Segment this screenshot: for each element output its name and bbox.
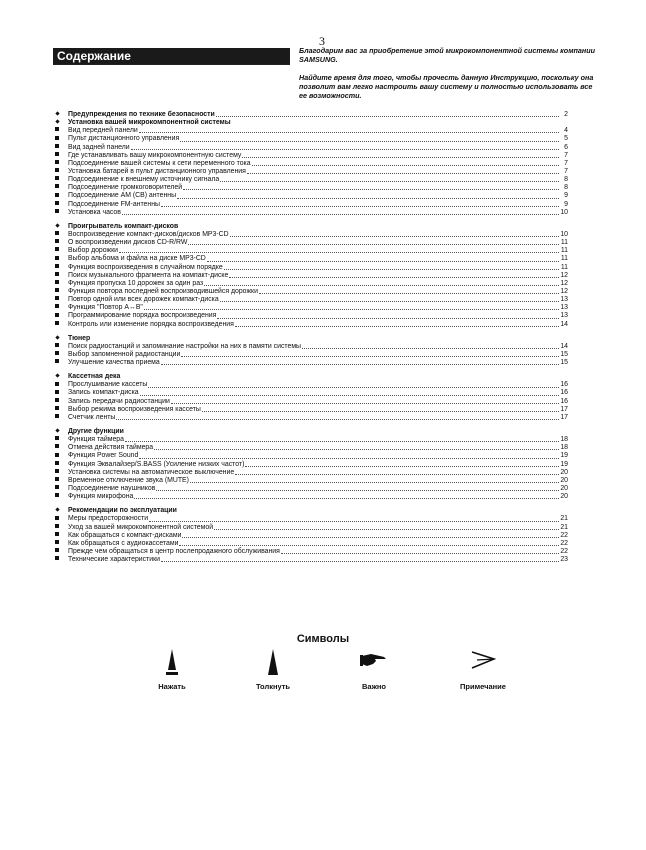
toc-entry [54,239,568,247]
toc-section [54,111,568,217]
toc-entry-label: Предупреждения по технике безопасности [68,110,215,118]
intro-paragraph-2: Найдите время для того, чтобы прочесть данную Инструкцию, поскольку она позволит вам легко настроить вашу систему и полностью использовать все ее возможности. [299,73,594,100]
leader-dots [125,440,559,442]
toc-page-number: 11 [560,239,568,247]
toc-entry [54,452,568,460]
diamond-bullet-icon [54,335,68,343]
toc-entry [54,390,568,398]
toc-page-number: 20 [560,485,568,493]
square-bullet-icon [54,469,68,477]
toc-page-number: 22 [560,531,568,539]
toc-entry [54,264,568,272]
square-bullet-icon [54,184,68,192]
symbol-push [233,648,313,691]
toc-page-number: 21 [560,523,568,531]
toc-entry [54,515,568,523]
toc-page-number: 11 [560,255,568,263]
toc-page-number: 13 [560,312,568,320]
press-icon [162,648,182,676]
toc-entry [54,144,568,152]
diamond-bullet-icon [54,507,68,515]
square-bullet-icon [54,280,68,288]
toc-page-number: 9 [564,200,568,208]
toc-entry [54,272,568,280]
toc-entry-label: Воспроизведение компакт-дисков/дисков MP3-CD [68,230,229,238]
toc-page-number: 19 [560,460,568,468]
toc-entry [54,381,568,389]
square-bullet-icon [54,239,68,247]
toc-entry-label: Запись передачи радиостанции [68,397,170,405]
toc-entry [54,540,568,548]
toc-page-number: 7 [564,167,568,175]
symbol-important [334,648,414,691]
leader-dots [180,140,559,142]
toc-entry-label: Выбор дорожки [68,247,118,255]
toc-section-heading [54,507,568,515]
intro-paragraph-1: Благодарим вас за приобретение этой микрокомпонентной системы компании SAMSUNG. [299,46,596,64]
pointing-hand-icon [359,648,389,676]
toc-entry [54,127,568,135]
toc-entry-label: Установка системы на автоматическое выключение [68,468,235,476]
toc-entry-label: Контроль или изменение порядка воспроизведения [68,320,234,328]
toc-entry-label: Подсоединение AM (СВ) антенны [68,192,177,200]
toc-entry-label: Функция воспроизведения в случайном порядке [68,263,223,271]
square-bullet-icon [54,444,68,452]
square-bullet-icon [54,231,68,239]
toc-entry [54,184,568,192]
leader-dots [144,308,559,310]
toc-entry [54,288,568,296]
toc-page-number: 11 [560,247,568,255]
leader-dots [149,520,559,522]
toc-entry-label: Выбор режима воспроизведения кассеты [68,405,201,413]
toc-page-number: 20 [560,476,568,484]
square-bullet-icon [54,321,68,329]
toc-entry [54,343,568,351]
toc-entry-label: Временное отключение звука (MUTE) [68,476,189,484]
toc-entry [54,469,568,477]
leader-dots [224,268,559,270]
toc-entry-label: Функция таймера [68,436,124,444]
toc-page-number: 12 [560,287,568,295]
leader-dots [140,394,559,396]
symbol-label: Толкнуть [255,682,291,691]
toc-entry [54,135,568,143]
intro-text [299,46,599,100]
square-bullet-icon [54,176,68,184]
toc-entry [54,304,568,312]
toc-entry-label: Счетчик ленты [68,413,116,421]
toc-entry-label: Функция пропуска 10 дорожек за один раз [68,279,204,287]
square-bullet-icon [54,247,68,255]
toc-entry [54,192,568,200]
toc-entry-label: Установка батарей в пульт дистанционного управления [68,167,246,175]
push-icon [263,648,283,676]
leader-dots [302,347,559,349]
toc-entry [54,532,568,540]
symbol-label: Примечание [460,682,506,691]
toc-page-number: 22 [560,539,568,547]
toc-page-number: 16 [560,397,568,405]
leader-dots [188,243,559,245]
toc-section-heading [54,335,568,343]
toc-entry-label: О воспроизведении дисков CD-R/RW [68,239,188,247]
symbols-title: Символы [296,633,350,645]
square-bullet-icon [54,136,68,144]
toc-page-number: 18 [560,436,568,444]
leader-dots [202,410,559,412]
toc-entry-label: Установка часов [68,208,121,216]
diamond-bullet-icon [54,373,68,381]
note-arrow-icon [468,648,498,676]
title-rule [53,64,290,65]
toc-page-number: 15 [560,350,568,358]
toc-entry [54,359,568,367]
toc-entry-label: Вид задней панели [68,143,130,151]
toc-entry-label: Подсоединение к внешнему источнику сигнала [68,176,220,184]
square-bullet-icon [54,264,68,272]
leader-dots [235,473,559,475]
toc-section-heading [54,111,568,119]
toc-section [54,373,568,422]
toc-entry-label: Подсоединение наушников [68,485,156,493]
toc-page-number: 10 [560,208,568,216]
toc-entry [54,461,568,469]
toc-page-number: 22 [560,548,568,556]
toc-page-number: 8 [564,176,568,184]
toc-page-number: 6 [564,143,568,151]
diamond-bullet-icon [54,223,68,231]
toc-entry-label: Выбор альбома и файла на диске MP3-CD [68,255,206,263]
toc-entry-label: Как обращаться с компакт-дисками [68,531,182,539]
page-number: 3 [319,34,325,48]
diamond-bullet-icon [54,119,68,127]
toc-entry [54,231,568,239]
toc-entry [54,296,568,304]
toc-section-heading [54,223,568,231]
square-bullet-icon [54,256,68,264]
toc-page-number: 13 [560,304,568,312]
symbol-press [132,648,212,691]
toc-entry [54,406,568,414]
square-bullet-icon [54,493,68,501]
square-bullet-icon [54,272,68,280]
toc-entry [54,548,568,556]
toc-entry-label: Подсоединение громкоговорителей [68,184,183,192]
leader-dots [139,131,559,133]
toc-entry [54,524,568,532]
leader-dots [204,284,559,286]
toc-entry [54,485,568,493]
toc-entry-label: Пульт дистанционного управления [68,135,180,143]
square-bullet-icon [54,160,68,168]
toc-entry-label: Поиск радиостанций и запоминание настройки на них в памяти системы [68,342,302,350]
toc-entry-label: Тюнер [68,334,91,342]
symbol-note [443,648,523,691]
toc-page-number: 9 [564,192,568,200]
toc-entry [54,201,568,209]
toc-section [54,507,568,564]
toc-page-number: 23 [560,556,568,564]
square-bullet-icon [54,351,68,359]
leader-dots [242,156,559,158]
square-bullet-icon [54,453,68,461]
leader-dots [181,355,559,357]
table-of-contents [54,111,568,570]
leader-dots [171,402,559,404]
toc-entry-label: Функция Power Sound [68,452,139,460]
square-bullet-icon [54,144,68,152]
toc-entry-label: Функция "Повтор A↔B" [68,304,143,312]
leader-dots [247,172,559,174]
leader-dots [161,363,559,365]
square-bullet-icon [54,288,68,296]
toc-entry [54,398,568,406]
toc-entry-label: Проигрыватель компакт-дисков [68,222,179,230]
toc-page-number: 14 [560,320,568,328]
toc-section [54,335,568,368]
square-bullet-icon [54,485,68,493]
leader-dots [148,386,559,388]
toc-entry [54,152,568,160]
toc-entry-label: Запись компакт-диска [68,389,139,397]
toc-page-number: 10 [560,230,568,238]
toc-entry [54,477,568,485]
leader-dots [134,497,559,499]
square-bullet-icon [54,436,68,444]
square-bullet-icon [54,524,68,532]
toc-entry [54,444,568,452]
toc-entry [54,321,568,329]
square-bullet-icon [54,313,68,321]
square-bullet-icon [54,304,68,312]
toc-entry-label: Функция повтора последней воспроизводившейся дорожки [68,287,258,295]
toc-page-number: 4 [564,127,568,135]
square-bullet-icon [54,152,68,160]
toc-entry-label: Кассетная дека [68,373,121,381]
leader-dots [235,325,559,327]
leader-dots [119,251,559,253]
square-bullet-icon [54,414,68,422]
leader-dots [139,457,559,459]
toc-page-number: 14 [560,342,568,350]
leader-dots [245,465,559,467]
toc-entry [54,160,568,168]
toc-page-number: 17 [560,413,568,421]
toc-entry-label: Программирование порядка воспроизведения [68,312,217,320]
leader-dots [220,180,559,182]
square-bullet-icon [54,390,68,398]
square-bullet-icon [54,532,68,540]
leader-dots [252,164,559,166]
leader-dots [177,197,559,199]
toc-entry [54,255,568,263]
toc-entry-label: Уход за вашей микрокомпонентной системой [68,523,214,531]
square-bullet-icon [54,201,68,209]
toc-entry-label: Прослушивание кассеты [68,381,148,389]
leader-dots [116,418,559,420]
leader-dots [179,544,559,546]
toc-page-number: 21 [560,515,568,523]
leader-dots [217,317,559,319]
toc-entry-label: Выбор запомненной радиостанции [68,350,181,358]
leader-dots [182,536,559,538]
square-bullet-icon [54,296,68,304]
square-bullet-icon [54,406,68,414]
toc-section [54,428,568,501]
square-bullet-icon [54,548,68,556]
toc-entry-label: Другие функции [68,428,124,436]
leader-dots [230,235,559,237]
toc-entry-label: Технические характеристики [68,556,160,564]
leader-dots [229,276,559,278]
toc-entry-label: Поиск музыкального фрагмента на компакт-диске [68,271,229,279]
leader-dots [207,260,559,262]
toc-entry-label: Рекомендации по эксплуатации [68,507,177,515]
toc-entry-label: Вид передней панели [68,127,138,135]
toc-section-heading [54,373,568,381]
toc-entry [54,280,568,288]
leader-dots [131,148,559,150]
square-bullet-icon [54,556,68,564]
toc-entry [54,556,568,564]
leader-dots [216,115,559,117]
toc-entry [54,168,568,176]
toc-page-number: 2 [564,110,568,118]
square-bullet-icon [54,382,68,390]
toc-page-number: 5 [564,135,568,143]
toc-page-number: 12 [560,271,568,279]
toc-page-number: 15 [560,359,568,367]
toc-page-number: 20 [560,468,568,476]
square-bullet-icon [54,193,68,201]
square-bullet-icon [54,127,68,135]
toc-page-number: 19 [560,452,568,460]
leader-dots [161,560,559,562]
toc-page-number: 11 [560,263,568,271]
leader-dots [281,552,559,554]
toc-entry-label: Как обращаться с аудиокассетами [68,539,179,547]
toc-entry-label: Установка вашей микрокомпонентной системы [68,119,231,127]
toc-entry [54,209,568,217]
diamond-bullet-icon [54,428,68,436]
square-bullet-icon [54,461,68,469]
toc-page-number: 18 [560,444,568,452]
leader-dots [156,489,559,491]
toc-entry-label: Улучшение качества приема [68,359,160,367]
toc-section-heading [54,428,568,436]
leader-dots [190,481,559,483]
square-bullet-icon [54,398,68,406]
toc-page-number: 16 [560,381,568,389]
toc-entry-label: Функция Эквалайзер/S.BASS (Усиление низких частот) [68,460,245,468]
square-bullet-icon [54,516,68,524]
toc-entry-label: Прежде чем обращаться в центр послепродажного обслуживания [68,548,280,556]
page-title-bar [53,48,290,64]
leader-dots [214,528,559,530]
square-bullet-icon [54,343,68,351]
square-bullet-icon [54,209,68,217]
toc-entry-label: Подсоединение вашей системы к сети переменного тока [68,159,251,167]
toc-entry [54,312,568,320]
leader-dots [154,448,559,450]
toc-entry [54,414,568,422]
toc-entry-label: Подсоединение FM-антенны [68,200,160,208]
square-bullet-icon [54,359,68,367]
toc-entry [54,493,568,501]
toc-entry [54,351,568,359]
symbol-label: Нажать [158,682,186,691]
square-bullet-icon [54,477,68,485]
toc-entry-label: Меры предосторожности [68,515,149,523]
toc-entry-label: Функция микрофона [68,493,134,501]
toc-page-number: 7 [564,151,568,159]
toc-page-number: 7 [564,159,568,167]
leader-dots [259,292,559,294]
toc-page-number: 13 [560,296,568,304]
square-bullet-icon [54,168,68,176]
square-bullet-icon [54,540,68,548]
toc-entry-label: Повтор одной или всех дорожек компакт-диска [68,296,219,304]
diamond-bullet-icon [54,111,68,119]
page-title: Содержание [57,49,131,63]
leader-dots [183,188,559,190]
leader-dots [122,213,559,215]
toc-entry-label: Где устанавливать вашу микрокомпонентную систему [68,151,242,159]
toc-page-number: 16 [560,389,568,397]
toc-page-number: 17 [560,405,568,413]
toc-page-number: 12 [560,279,568,287]
leader-dots [220,300,559,302]
toc-section [54,223,568,329]
toc-page-number: 8 [564,184,568,192]
leader-dots [161,205,559,207]
toc-entry-label: Отмена действия таймера [68,444,154,452]
toc-page-number: 20 [560,493,568,501]
symbol-label: Важно [361,682,387,691]
